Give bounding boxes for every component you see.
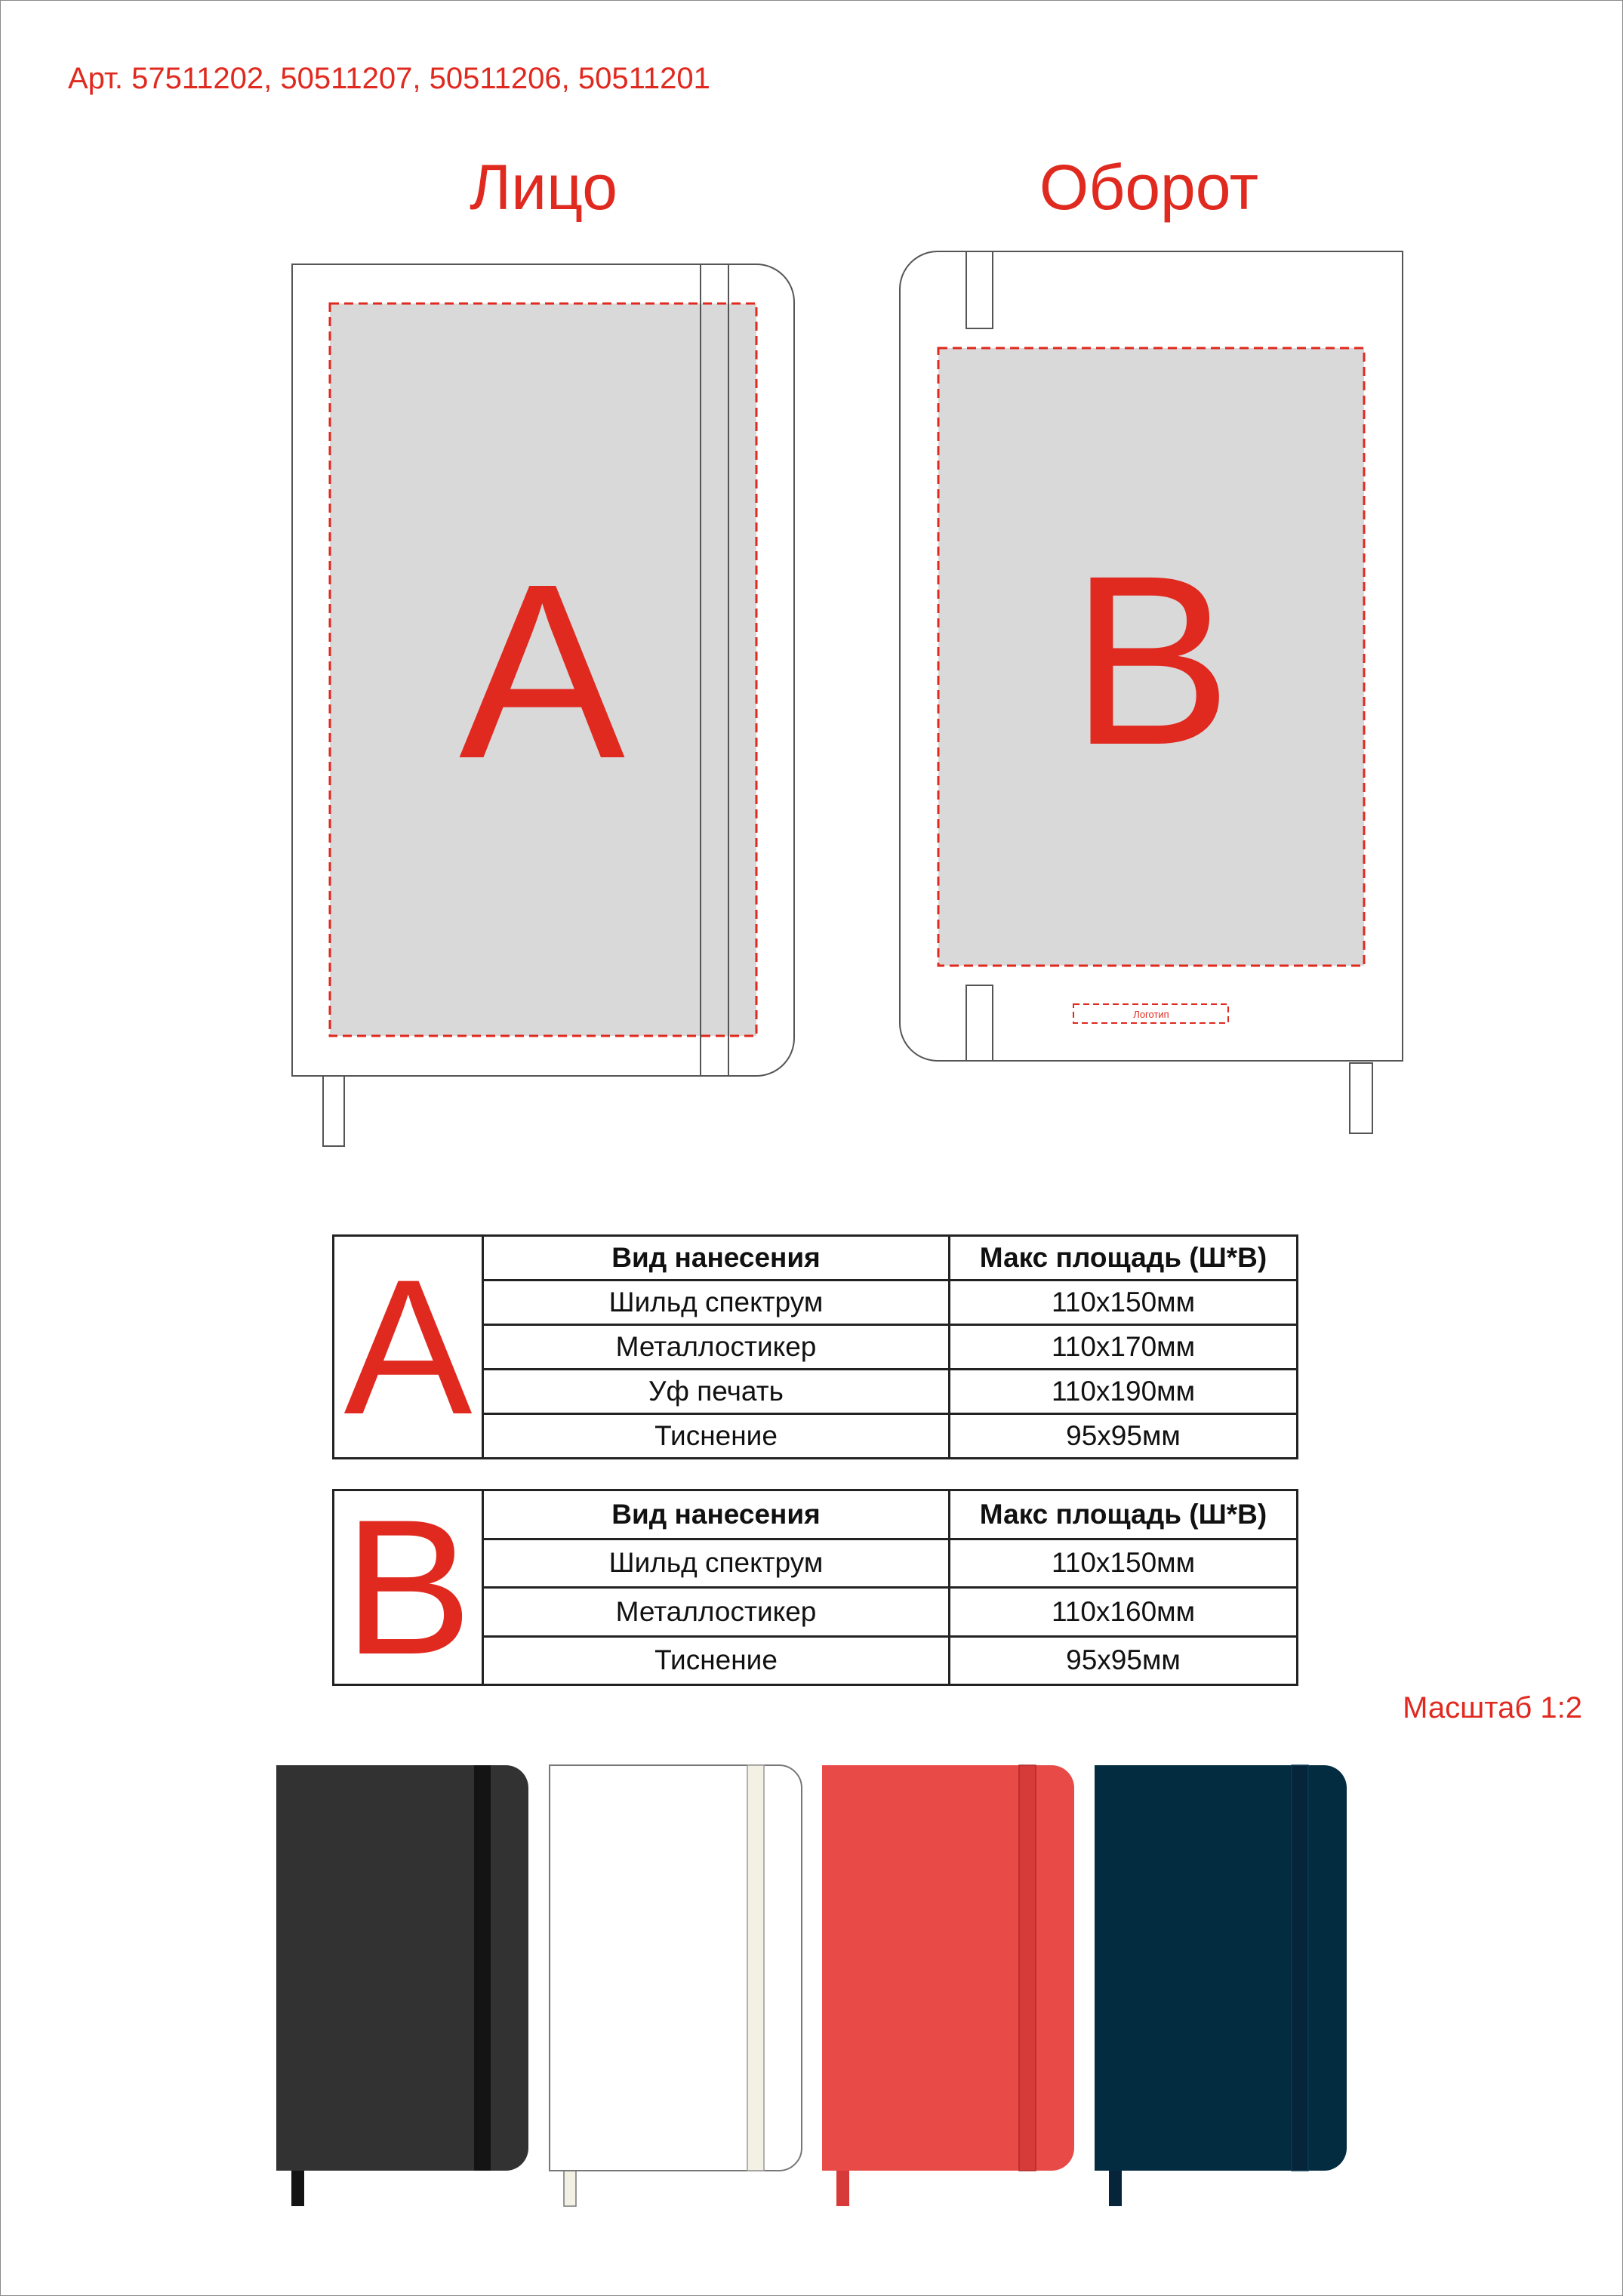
table-cell-area: 95х95мм	[950, 1414, 1298, 1459]
table-cell-area: 110х170мм	[950, 1325, 1298, 1370]
variant-cover	[822, 1765, 1074, 2171]
variant-red	[822, 1765, 1074, 2206]
table-cell-area: 95х95мм	[950, 1636, 1298, 1685]
variant-elastic-band	[747, 1765, 764, 2171]
variant-ribbon	[564, 2167, 576, 2206]
table-zone-letter: B	[334, 1490, 483, 1685]
column-header-method: Вид нанесения	[483, 1236, 950, 1281]
table-cell-method: Уф печать	[483, 1370, 950, 1414]
table-cell-area: 110х150мм	[950, 1539, 1298, 1588]
spec-table-b	[332, 1480, 1298, 1695]
variant-elastic-band	[474, 1765, 491, 2171]
back-elastic-band-top	[966, 251, 993, 328]
color-variants	[0, 1752, 1623, 2220]
table-cell-area: 110х160мм	[950, 1588, 1298, 1637]
column-header-max-area: Макс площадь (Ш*В)	[950, 1490, 1298, 1539]
table-cell-method: Шильд спектрум	[483, 1281, 950, 1325]
back-elastic-band-bottom	[966, 985, 993, 1061]
column-header-method: Вид нанесения	[483, 1490, 950, 1539]
table-row	[334, 1236, 1298, 1281]
front-bookmark-ribbon	[323, 1072, 344, 1146]
front-view-title: Лицо	[470, 152, 617, 223]
table-cell-method: Тиснение	[483, 1414, 950, 1459]
table-row	[334, 1490, 1298, 1539]
variant-navy	[1095, 1765, 1347, 2206]
variant-ribbon	[836, 2167, 849, 2206]
front-zone-letter: A	[458, 532, 626, 810]
table-cell-method: Тиснение	[483, 1636, 950, 1685]
variant-cover	[1095, 1765, 1347, 2171]
article-numbers: Арт. 57511202, 50511207, 50511206, 50511201	[68, 62, 710, 95]
variant-ribbon	[1109, 2167, 1122, 2206]
back-bookmark-ribbon	[1350, 1063, 1372, 1133]
logo-area-label: Логотип	[1133, 1009, 1169, 1020]
front-view-drawing	[292, 264, 794, 1146]
back-view-drawing	[900, 251, 1403, 1133]
scale-label: Масштаб 1:2	[1403, 1691, 1582, 1724]
table-cell-area: 110х190мм	[950, 1370, 1298, 1414]
variant-black	[276, 1765, 528, 2206]
variant-elastic-band	[1292, 1765, 1308, 2171]
table-cell-method: Металлостикер	[483, 1588, 950, 1637]
variant-white	[550, 1765, 802, 2206]
back-zone-letter: B	[1070, 525, 1232, 795]
back-view-title: Оборот	[1039, 152, 1259, 223]
table-zone-letter: A	[334, 1236, 483, 1459]
spec-table-a	[332, 1234, 1298, 1459]
table-cell-method: Шильд спектрум	[483, 1539, 950, 1588]
table-cell-area: 110х150мм	[950, 1281, 1298, 1325]
variant-ribbon	[291, 2167, 304, 2206]
column-header-max-area: Макс площадь (Ш*В)	[950, 1236, 1298, 1281]
table-cell-method: Металлостикер	[483, 1325, 950, 1370]
variant-elastic-band	[1019, 1765, 1036, 2171]
